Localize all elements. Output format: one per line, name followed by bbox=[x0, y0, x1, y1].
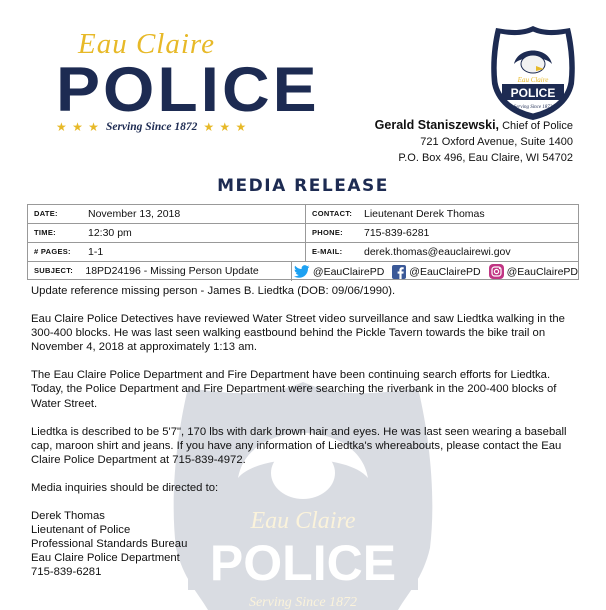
facebook-icon bbox=[392, 265, 406, 279]
body-paragraph-3: The Eau Claire Police Department and Fire Department have been continuing search efforts for Liedtka. Today, the Police Department and Fire Department were searching the riverbank in the 200-400 blocks of Water Street. bbox=[31, 369, 557, 410]
pages-label: # PAGES: bbox=[34, 247, 71, 256]
social-links bbox=[292, 262, 578, 281]
twitter-link[interactable] bbox=[294, 263, 384, 281]
email-label: E-MAIL: bbox=[312, 247, 343, 256]
stars-right-icon: ★ ★ ★ bbox=[203, 120, 248, 134]
chief-name: Gerald Staniszewski, bbox=[374, 118, 500, 132]
contact-line: Lieutenant of Police bbox=[31, 524, 131, 537]
email-link[interactable]: derek.thomas@eauclairewi.gov bbox=[364, 246, 511, 258]
chief-address-line1: 721 Oxford Avenue, Suite 1400 bbox=[420, 136, 573, 148]
stars-left-icon: ★ ★ ★ bbox=[56, 120, 100, 134]
info-row-pages bbox=[28, 243, 578, 262]
watermark-word: POLICE bbox=[209, 535, 397, 591]
facebook-handle: @EauClairePD bbox=[409, 265, 481, 278]
time-value: 12:30 pm bbox=[84, 224, 306, 242]
instagram-link[interactable] bbox=[489, 263, 578, 281]
facebook-link[interactable] bbox=[392, 263, 480, 281]
chief-contact-block bbox=[375, 117, 573, 166]
date-label: DATE: bbox=[34, 209, 58, 218]
instagram-icon bbox=[489, 264, 504, 279]
info-row-date bbox=[28, 205, 578, 224]
time-label: TIME: bbox=[34, 228, 56, 237]
contact-line: Derek Thomas bbox=[31, 510, 105, 523]
chief-address-line2: P.O. Box 496, Eau Claire, WI 54702 bbox=[398, 152, 573, 164]
info-row-subject bbox=[28, 262, 578, 281]
pages-value: 1-1 bbox=[84, 243, 306, 261]
brand-police-wordmark: POLICE bbox=[56, 53, 320, 125]
badge-since: Serving Since 1872 bbox=[513, 105, 553, 110]
twitter-handle: @EauClairePD bbox=[312, 265, 385, 278]
brand-tagline bbox=[56, 120, 286, 134]
contact-line: 715-839-6281 bbox=[31, 566, 102, 579]
watermark-since: Serving Since 1872 bbox=[248, 595, 358, 610]
subject-value: 18PD24196 - Missing Person Update bbox=[81, 262, 292, 281]
media-contact-block bbox=[31, 509, 579, 579]
contact-line: Professional Standards Bureau bbox=[31, 538, 188, 551]
contact-value: Lieutenant Derek Thomas bbox=[364, 208, 485, 220]
release-body bbox=[31, 284, 579, 580]
subject-label: SUBJECT: bbox=[34, 266, 74, 275]
body-paragraph-4: Liedtka is described to be 5'7", 170 lbs with dark brown hair and eyes. He was last seen wearing a baseball cap, maroon shirt and jeans. If you have any information of Liedtka's whereabouts, please contact the Eau Claire Police Department at 715-839-4972. bbox=[31, 425, 567, 466]
date-value: November 13, 2018 bbox=[84, 205, 306, 223]
contact-line: Eau Claire Police Department bbox=[31, 552, 180, 565]
phone-label: PHONE: bbox=[312, 228, 343, 237]
tagline-text: Serving Since 1872 bbox=[105, 121, 198, 133]
brand-script-text: Eau Claire bbox=[78, 28, 216, 60]
badge-word: POLICE bbox=[510, 86, 556, 100]
twitter-icon bbox=[294, 265, 310, 278]
media-release-title: MEDIA RELEASE bbox=[217, 176, 389, 196]
body-paragraph-5: Media inquiries should be directed to: bbox=[31, 481, 219, 494]
instagram-handle: @EauClairePD bbox=[506, 265, 578, 278]
chief-title: Chief of Police bbox=[499, 120, 573, 132]
body-paragraph-1: Update reference missing person - James B. Liedtka (DOB: 09/06/1990). bbox=[31, 285, 396, 297]
watermark-script: Eau Claire bbox=[250, 508, 356, 534]
police-badge-logo bbox=[490, 24, 576, 122]
badge-script: Eau Claire bbox=[517, 76, 549, 84]
body-paragraph-2: Eau Claire Police Detectives have reviewed Water Street video surveillance and saw Liedtka walking in the 300-400 blocks. He was last seen walking eastbound behind the Pickle Tavern towards the bike trail on November 4, 2018 at approximately 1:13 am. bbox=[31, 313, 565, 354]
phone-value: 715-839-6281 bbox=[364, 227, 430, 239]
release-info-table bbox=[27, 204, 579, 280]
info-row-time bbox=[28, 224, 578, 243]
contact-label: CONTACT: bbox=[312, 209, 353, 218]
